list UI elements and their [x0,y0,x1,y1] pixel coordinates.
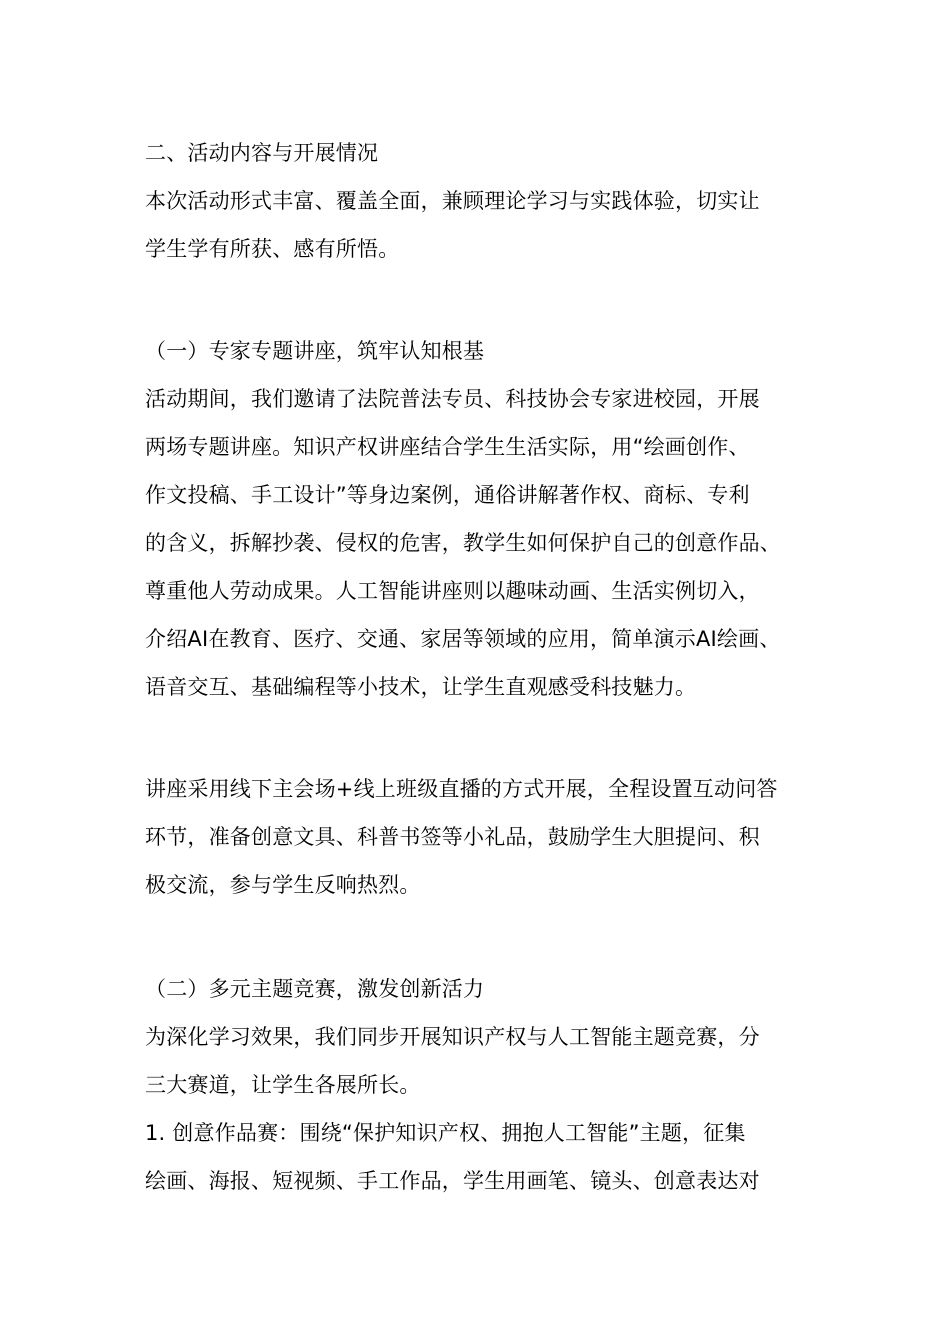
paragraph-line: 活动期间，我们邀请了法院普法专员、科技协会专家进校园，开展 [145,387,760,411]
paragraph-line: 两场专题讲座。知识产权讲座结合学生生活实际，用“绘画创作、 [145,435,750,459]
paragraph-line: 作文投稿、手工设计”等身边案例，通俗讲解著作权、商标、专利 [145,483,750,507]
intro-line: 学生学有所获、感有所悟。 [145,237,400,261]
paragraph-line: 为深化学习效果，我们同步开展知识产权与人工智能主题竞赛，分 [145,1025,760,1049]
list-item-line: 1. 创意作品赛：围绕“保护知识产权、拥抱人工智能”主题，征集 [145,1121,746,1145]
paragraph-line: 尊重他人劳动成果。人工智能讲座则以趣味动画、生活实例切入， [145,579,760,603]
section-heading: 二、活动内容与开展情况 [145,141,379,165]
paragraph-line: 极交流，参与学生反响热烈。 [145,873,421,897]
subsection-heading: （二）多元主题竞赛，激发创新活力 [145,977,485,1001]
paragraph-line: 三大赛道，让学生各展所长。 [145,1073,421,1097]
paragraph-line: 的含义，拆解抄袭、侵权的危害，教学生如何保护自己的创意作品、 [145,531,781,555]
intro-line: 本次活动形式丰富、覆盖全面，兼顾理论学习与实践体验，切实让 [145,189,760,213]
subsection-heading: （一）专家专题讲座，筑牢认知根基 [145,339,485,363]
paragraph-line: 环节，准备创意文具、科普书签等小礼品，鼓励学生大胆提问、积 [145,825,760,849]
paragraph-line: 讲座采用线下主会场+线上班级直播的方式开展，全程设置互动问答 [145,777,778,801]
list-item-line: 绘画、海报、短视频、手工作品，学生用画笔、镜头、创意表达对 [145,1169,760,1193]
paragraph-line: 语音交互、基础编程等小技术，让学生直观感受科技魅力。 [145,675,697,699]
paragraph-line: 介绍AI在教育、医疗、交通、家居等领域的应用，简单演示AI绘画、 [145,627,781,651]
